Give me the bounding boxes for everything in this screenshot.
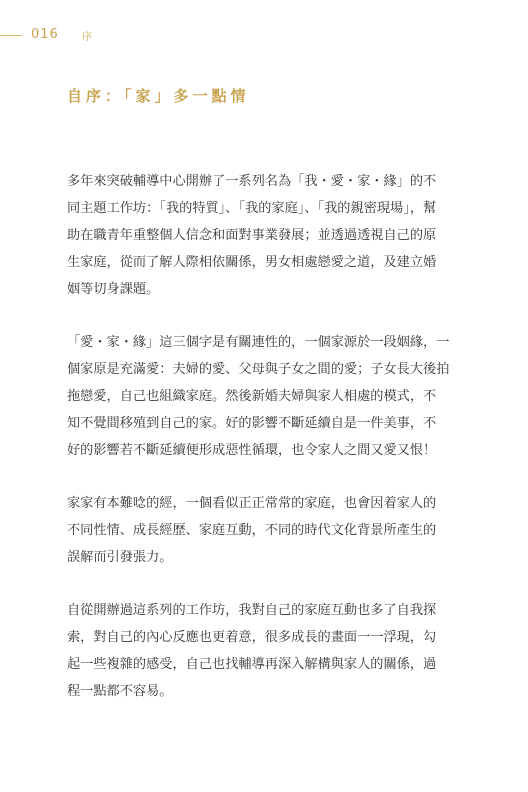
text-line: 誤解而引發張力。 bbox=[67, 550, 173, 565]
text-line: 起一些複雜的感受，自己也找輔導再深入解構與家人的關係，過 bbox=[67, 657, 437, 672]
text-line: 家家有本難唸的經，一個看似正正常常的家庭，也會因着家人的 bbox=[67, 496, 437, 511]
text-line: 姻等切身課題。 bbox=[67, 282, 160, 297]
text-line: 多年來突破輔導中心開辦了一系列名為「我・愛・家・緣」的不 bbox=[67, 174, 437, 189]
text-line: 好的影響若不斷延續便形成惡性循環，也令家人之間又愛又恨！ bbox=[67, 443, 437, 458]
text-line: 拖戀愛，自己也組織家庭。然後新婚夫婦與家人相處的模式，不 bbox=[67, 389, 437, 404]
text-line: 生家庭，從而了解人際相依關係，男女相處戀愛之道，及建立婚 bbox=[67, 255, 437, 270]
chapter-title: 自序：「家」多一點情 bbox=[67, 87, 250, 105]
paragraph bbox=[67, 333, 462, 468]
text-line: 知不覺間移殖到自己的家。好的影響不斷延續自是一件美事，不 bbox=[67, 416, 437, 431]
text-line: 不同性情、成長經歷、家庭互動，不同的時代文化背景所產生的 bbox=[67, 523, 437, 538]
text-line: 自從開辦過這系列的工作坊，我對自己的家庭互動也多了自我探 bbox=[67, 603, 437, 618]
section-label: 序 bbox=[82, 32, 92, 43]
page-number: 016 bbox=[31, 27, 59, 42]
body-text bbox=[67, 172, 462, 735]
text-line: 索，對自己的內心反應也更着意，很多成長的畫面一一浮現，勾 bbox=[67, 630, 437, 645]
text-line: 個家原是充滿愛：夫婦的愛、父母與子女之間的愛；子女長大後拍 bbox=[67, 362, 450, 377]
text-line: 「愛・家・緣」這三個字是有關連性的，一個家源於一段姻緣，一 bbox=[67, 335, 450, 350]
paragraph bbox=[67, 494, 462, 575]
text-line: 同主題工作坊：「我的特質」、「我的家庭」、「我的親密現場」，幫 bbox=[67, 201, 437, 216]
header-rule bbox=[0, 35, 22, 36]
text-line: 程一點都不容易。 bbox=[67, 684, 173, 699]
paragraph bbox=[67, 172, 462, 307]
text-line: 助在職青年重整個人信念和面對事業發展；並透過透視自己的原 bbox=[67, 228, 437, 243]
paragraph bbox=[67, 601, 462, 709]
